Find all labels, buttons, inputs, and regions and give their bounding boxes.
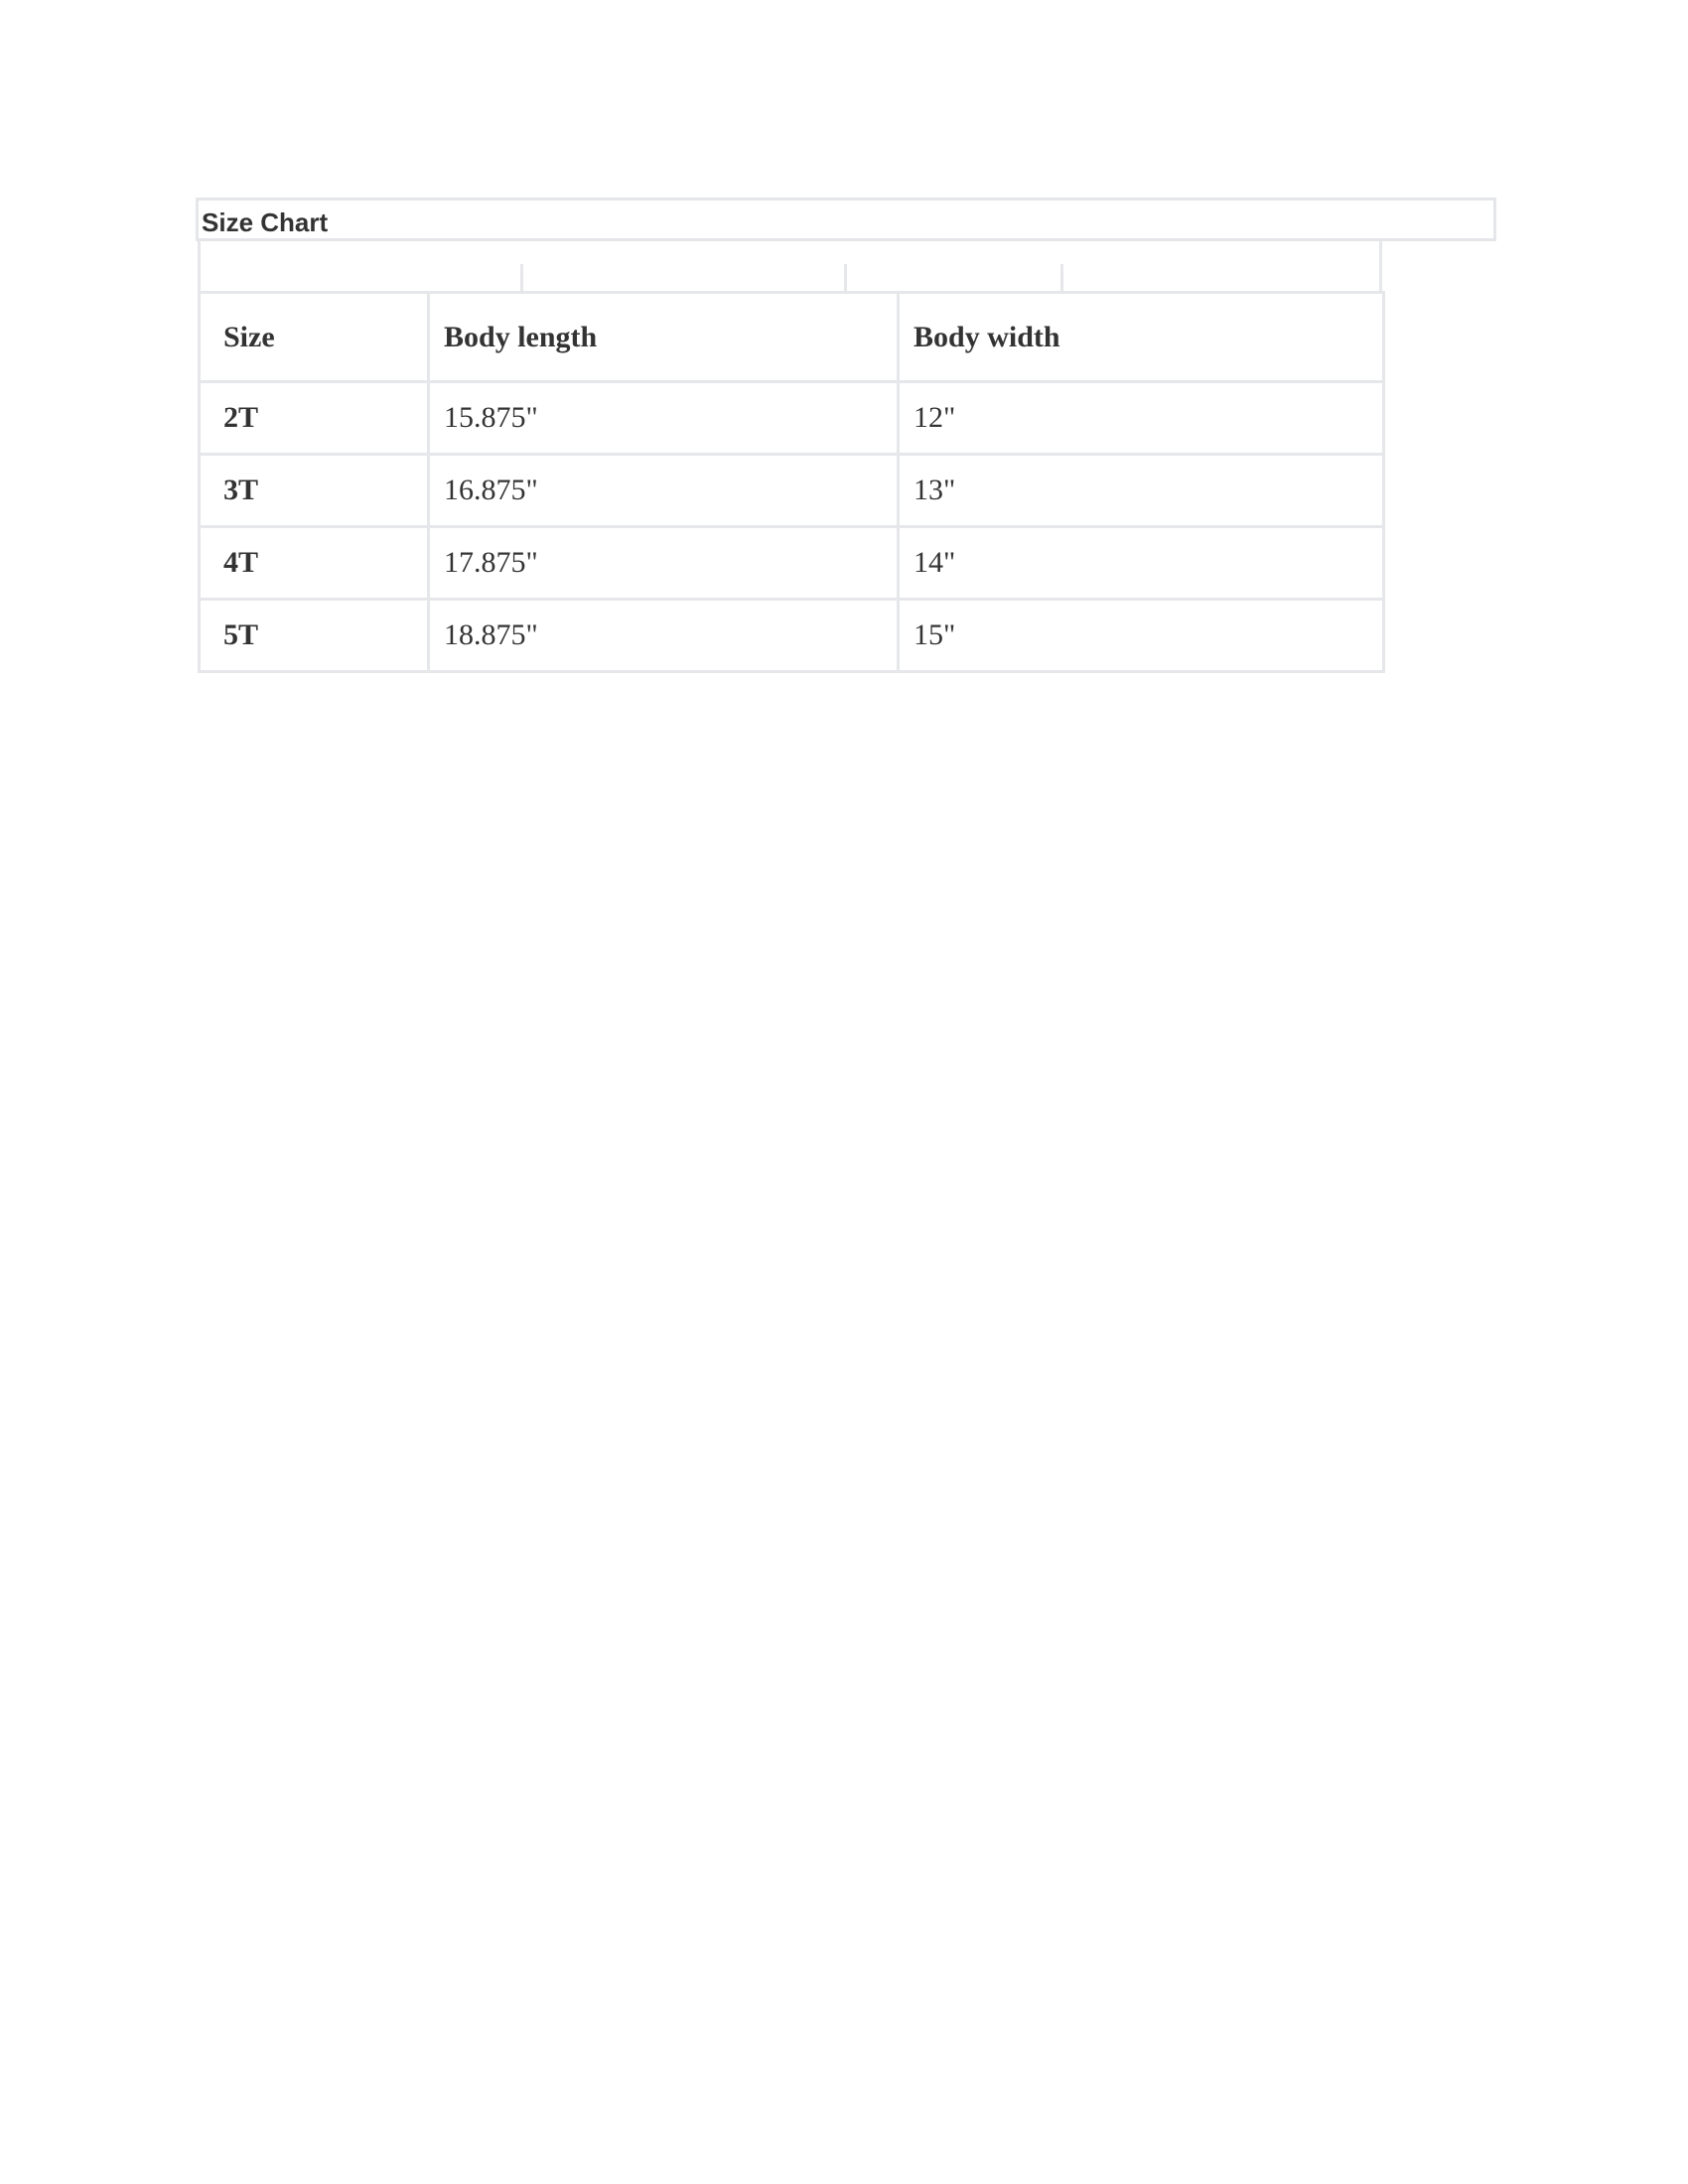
cell-body-width: 12" xyxy=(899,382,1384,455)
size-chart-title: Size Chart xyxy=(202,207,329,237)
size-table xyxy=(198,291,1385,673)
column-header-size: Size xyxy=(200,293,429,382)
spacer-divider xyxy=(520,264,523,291)
spacer-divider xyxy=(844,264,847,291)
table-row xyxy=(200,527,1384,600)
cell-body-width: 15" xyxy=(899,600,1384,672)
column-header-body-width: Body width xyxy=(899,293,1384,382)
cell-body-length: 16.875" xyxy=(429,455,899,527)
table-row xyxy=(200,600,1384,672)
cell-body-width: 13" xyxy=(899,455,1384,527)
cell-size: 3T xyxy=(200,455,429,527)
cell-size: 5T xyxy=(200,600,429,672)
cell-size: 2T xyxy=(200,382,429,455)
cell-body-width: 14" xyxy=(899,527,1384,600)
size-chart-header-box xyxy=(196,198,1496,241)
table-row xyxy=(200,455,1384,527)
cell-body-length: 15.875" xyxy=(429,382,899,455)
table-row xyxy=(200,382,1384,455)
column-header-body-length: Body length xyxy=(429,293,899,382)
cell-body-length: 18.875" xyxy=(429,600,899,672)
spacer-row xyxy=(198,241,1382,291)
cell-size: 4T xyxy=(200,527,429,600)
table-header-row xyxy=(200,293,1384,382)
spacer-divider xyxy=(1060,264,1063,291)
cell-body-length: 17.875" xyxy=(429,527,899,600)
